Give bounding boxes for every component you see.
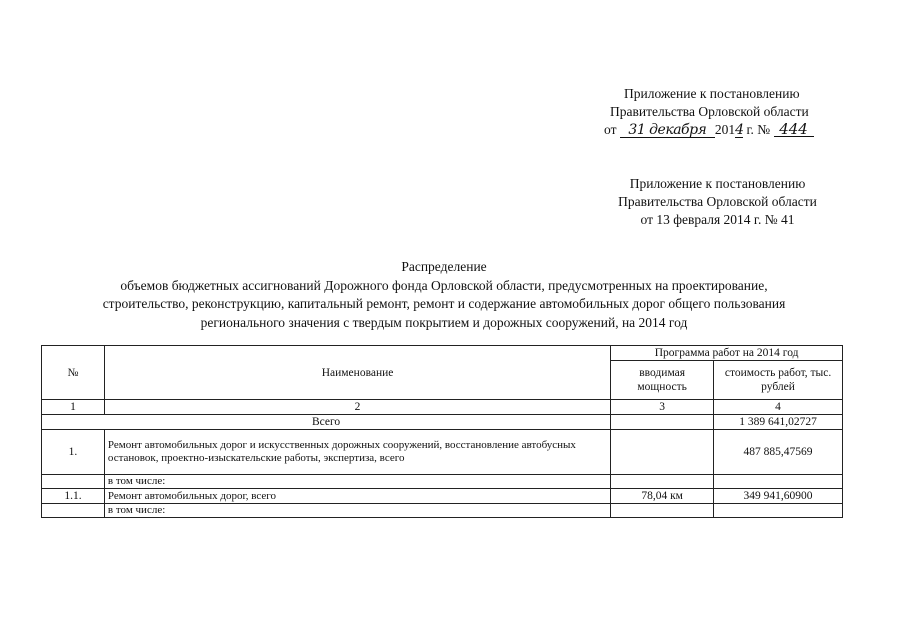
row-number [42, 504, 105, 518]
title-line-3: регионального значения с твердым покрытием и дорожных сооружений, на 2014 год [200, 314, 688, 330]
row-cost: 349 941,60900 [714, 489, 843, 504]
total-label: Всего [42, 415, 611, 430]
row-cost [714, 504, 843, 518]
header-capacity: вводимая мощность [611, 361, 714, 400]
printed-year: 201 [714, 122, 736, 137]
handwritten-date: 31 декабря [620, 123, 715, 138]
appendix-original-block [610, 175, 825, 229]
total-capacity [611, 415, 714, 430]
header-name: Наименование [104, 346, 610, 400]
header-number: № [42, 346, 105, 400]
index-cell: 4 [714, 400, 843, 415]
index-cell: 3 [611, 400, 714, 415]
row-capacity [611, 430, 714, 475]
row-name: в том числе: [104, 504, 610, 518]
handwritten-year-digit: 4 [735, 122, 745, 138]
handwritten-number: 444 [774, 122, 814, 137]
header-cost: стоимость работ, тыс. рублей [714, 361, 843, 400]
title-line-1: объемов бюджетных ассигнований Дорожного фонда Орловской области, предусмотренных на проектирование, [120, 277, 768, 293]
date-prefix: от [604, 122, 617, 137]
header-row-1 [42, 346, 843, 361]
index-row [42, 400, 843, 415]
row-cost [714, 475, 843, 489]
row-name: Ремонт автомобильных дорог, всего [104, 489, 610, 504]
appendix-1-line-1: Приложение к постановлению [624, 86, 800, 101]
row-cost: 487 885,47569 [714, 430, 843, 475]
year-suffix: г. № [746, 122, 771, 137]
total-row [42, 415, 843, 430]
row-capacity [611, 475, 714, 489]
title-line-2: строительство, реконструкцию, капитальный ремонт, ремонт и содержание автомобильных дорог общего пользования [102, 296, 786, 311]
document-title [40, 258, 848, 332]
appendix-2-line-2: Правительства Орловской области [618, 194, 817, 209]
table-row [42, 430, 843, 475]
total-cost: 1 389 641,02727 [714, 415, 843, 430]
budget-allocation-table [41, 345, 843, 518]
row-capacity [611, 504, 714, 518]
row-capacity: 78,04 км [611, 489, 714, 504]
row-number [42, 475, 105, 489]
appendix-1-line-2: Правительства Орловской области [610, 104, 809, 119]
appendix-2-line-1: Приложение к постановлению [629, 176, 806, 191]
row-number: 1.1. [42, 489, 105, 504]
header-program: Программа работ на 2014 год [611, 346, 843, 361]
row-number: 1. [42, 430, 105, 475]
appendix-approval-block [604, 85, 814, 139]
table-row [42, 504, 843, 518]
title-heading: Распределение [401, 259, 487, 274]
row-name: Ремонт автомобильных дорог и искусственных дорожных сооружений, восстановление автобусных остановок, проектно-изыскательские работы, экспертиза, всего [104, 430, 610, 475]
index-cell: 1 [42, 400, 105, 415]
row-name: в том числе: [104, 475, 610, 489]
appendix-1-date-line [604, 121, 814, 139]
appendix-2-line-3: от 13 февраля 2014 г. № 41 [640, 212, 795, 227]
table-row [42, 489, 843, 504]
index-cell: 2 [104, 400, 610, 415]
table-row [42, 475, 843, 489]
